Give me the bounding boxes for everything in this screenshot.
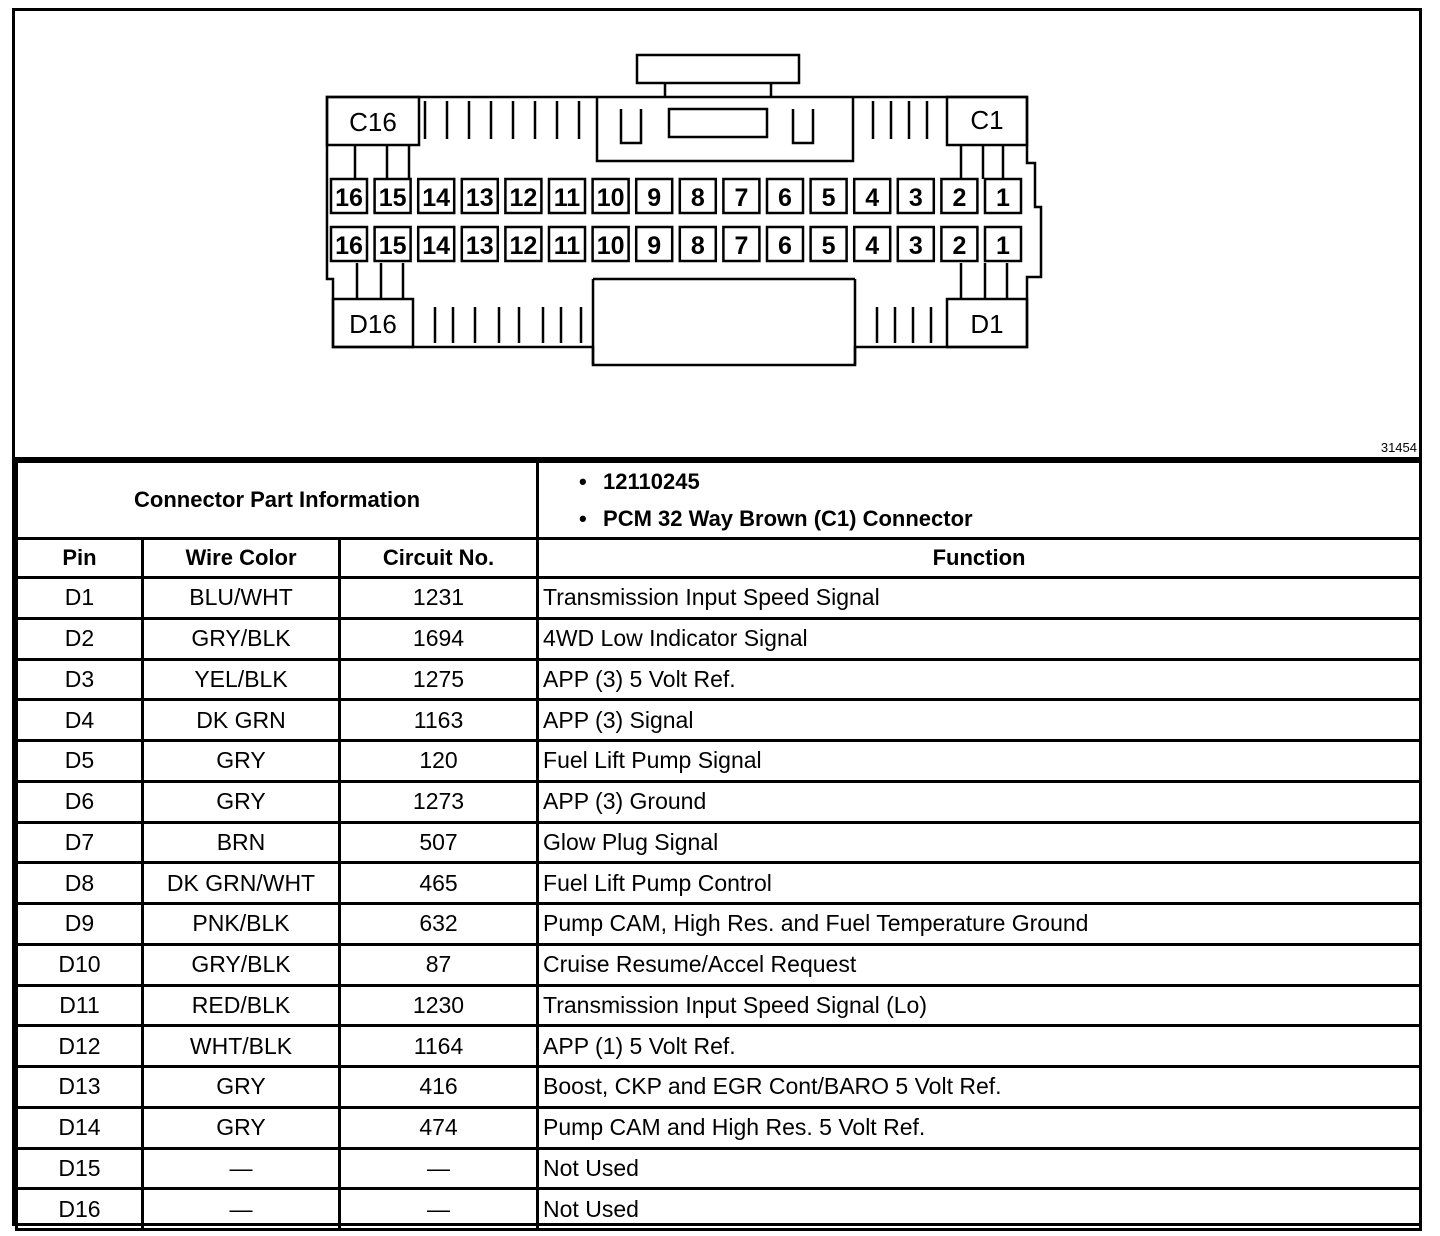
table-row [17, 1189, 1421, 1230]
circuit-cell: 632 [340, 904, 538, 945]
pin-d-7-label: 7 [734, 232, 749, 260]
function-cell: Pump CAM and High Res. 5 Volt Ref. [538, 1107, 1421, 1148]
connector-diagram [15, 11, 1419, 460]
pin-cell: D2 [17, 618, 143, 659]
pin-cell: D15 [17, 1148, 143, 1189]
pin-cell: D13 [17, 1067, 143, 1108]
part-info-item: • PCM 32 Way Brown (C1) Connector [579, 506, 973, 531]
row-c-label-right: C1 [970, 105, 1004, 135]
circuit-cell: 1694 [340, 618, 538, 659]
function-cell: Pump CAM, High Res. and Fuel Temperature Ground [538, 904, 1421, 945]
function-cell: Transmission Input Speed Signal [538, 578, 1421, 619]
wire-color-cell: BRN [143, 822, 340, 863]
table-row [17, 578, 1421, 619]
pin-d-15-label: 15 [378, 232, 407, 260]
function-cell: Not Used [538, 1189, 1421, 1230]
table-row [17, 781, 1421, 822]
wire-color-cell: DK GRN/WHT [143, 863, 340, 904]
pin-c-10-label: 10 [596, 184, 625, 212]
wire-color-cell: GRY/BLK [143, 944, 340, 985]
table-row [17, 618, 1421, 659]
pin-cell: D7 [17, 822, 143, 863]
wire-color-cell: DK GRN [143, 700, 340, 741]
pin-cell: D12 [17, 1026, 143, 1067]
circuit-cell: 474 [340, 1107, 538, 1148]
pin-d-10-label: 10 [596, 232, 625, 260]
function-cell: Cruise Resume/Accel Request [538, 944, 1421, 985]
table-row [17, 904, 1421, 945]
pin-d-14-label: 14 [422, 232, 451, 260]
pin-cell: D16 [17, 1189, 143, 1230]
figure-number: 31454 [1380, 440, 1417, 455]
pin-d-9-label: 9 [647, 232, 662, 260]
pin-d-3-label: 3 [908, 232, 923, 260]
function-column-header: Function [538, 539, 1421, 578]
pin-d-4-label: 4 [865, 232, 880, 260]
pin-c-8-label: 8 [690, 184, 705, 212]
function-cell: Transmission Input Speed Signal (Lo) [538, 985, 1421, 1026]
wire-color-cell: GRY [143, 781, 340, 822]
pin-d-2-label: 2 [952, 232, 967, 260]
circuit-cell: 507 [340, 822, 538, 863]
circuit-cell: 1275 [340, 659, 538, 700]
circuit-cell: 1163 [340, 700, 538, 741]
pin-c-5-label: 5 [821, 184, 836, 212]
table-row [17, 944, 1421, 985]
circuit-cell: 120 [340, 741, 538, 782]
pin-c-15-label: 15 [378, 184, 407, 212]
table-row [17, 1067, 1421, 1108]
table-row [17, 741, 1421, 782]
pin-cell: D3 [17, 659, 143, 700]
wire-color-cell: PNK/BLK [143, 904, 340, 945]
pin-d-12-label: 12 [509, 232, 538, 260]
pin-cell: D6 [17, 781, 143, 822]
wire-color-cell: — [143, 1148, 340, 1189]
function-cell: 4WD Low Indicator Signal [538, 618, 1421, 659]
function-cell: APP (3) Ground [538, 781, 1421, 822]
pin-c-2-label: 2 [952, 184, 967, 212]
pin-cell: D14 [17, 1107, 143, 1148]
function-cell: APP (3) Signal [538, 700, 1421, 741]
circuit-cell: 1164 [340, 1026, 538, 1067]
table-row [17, 863, 1421, 904]
connector-face-drawing [15, 11, 1419, 457]
pin-row-c [331, 179, 1021, 213]
pin-cell: D9 [17, 904, 143, 945]
wire-color-cell: GRY/BLK [143, 618, 340, 659]
pin-d-16-label: 16 [335, 232, 363, 260]
wire-color-column-header: Wire Color [143, 539, 340, 578]
wire-color-cell: BLU/WHT [143, 578, 340, 619]
pin-row-d [331, 227, 1021, 261]
wire-color-cell: RED/BLK [143, 985, 340, 1026]
pin-d-11-label: 11 [553, 232, 581, 260]
circuit-cell: 1273 [340, 781, 538, 822]
circuit-cell: — [340, 1189, 538, 1230]
table-row [17, 985, 1421, 1026]
wire-color-cell: GRY [143, 1107, 340, 1148]
wire-color-cell: — [143, 1189, 340, 1230]
circuit-cell: 416 [340, 1067, 538, 1108]
wire-color-cell: GRY [143, 741, 340, 782]
pin-cell: D4 [17, 700, 143, 741]
function-cell: Fuel Lift Pump Control [538, 863, 1421, 904]
wire-color-cell: WHT/BLK [143, 1026, 340, 1067]
row-d-label-left: D16 [349, 309, 397, 339]
circuit-cell: 87 [340, 944, 538, 985]
pin-d-13-label: 13 [465, 232, 494, 260]
column-header-row [17, 539, 1421, 578]
circuit-cell: — [340, 1148, 538, 1189]
connector-sheet [12, 8, 1422, 1226]
circuit-column-header: Circuit No. [340, 539, 538, 578]
pin-cell: D11 [17, 985, 143, 1026]
pin-c-7-label: 7 [734, 184, 749, 212]
part-info-label: Connector Part Information [17, 462, 538, 539]
circuit-cell: 1230 [340, 985, 538, 1026]
pin-d-1-label: 1 [996, 232, 1010, 260]
circuit-cell: 465 [340, 863, 538, 904]
table-row [17, 1148, 1421, 1189]
pin-c-9-label: 9 [647, 184, 662, 212]
table-row [17, 1026, 1421, 1067]
circuit-cell: 1231 [340, 578, 538, 619]
function-cell: Boost, CKP and EGR Cont/BARO 5 Volt Ref. [538, 1067, 1421, 1108]
table-row [17, 659, 1421, 700]
pin-c-14-label: 14 [422, 184, 451, 212]
function-cell: Not Used [538, 1148, 1421, 1189]
function-cell: Glow Plug Signal [538, 822, 1421, 863]
pin-table [15, 460, 1422, 1231]
pin-c-4-label: 4 [865, 184, 880, 212]
pin-d-8-label: 8 [690, 232, 705, 260]
function-cell: Fuel Lift Pump Signal [538, 741, 1421, 782]
pin-c-1-label: 1 [996, 184, 1010, 212]
pin-column-header: Pin [17, 539, 143, 578]
wire-color-cell: YEL/BLK [143, 659, 340, 700]
pin-cell: D1 [17, 578, 143, 619]
table-row [17, 700, 1421, 741]
row-d-label-right: D1 [970, 309, 1004, 339]
pin-c-12-label: 12 [509, 184, 538, 212]
table-row [17, 822, 1421, 863]
pin-c-11-label: 11 [553, 184, 581, 212]
pin-cell: D10 [17, 944, 143, 985]
pin-d-5-label: 5 [821, 232, 836, 260]
wire-color-cell: GRY [143, 1067, 340, 1108]
pin-c-3-label: 3 [908, 184, 923, 212]
pin-cell: D5 [17, 741, 143, 782]
function-cell: APP (1) 5 Volt Ref. [538, 1026, 1421, 1067]
row-c-label-left: C16 [349, 107, 397, 137]
pin-c-6-label: 6 [778, 184, 792, 212]
table-row [17, 1107, 1421, 1148]
function-cell: APP (3) 5 Volt Ref. [538, 659, 1421, 700]
part-info-list [538, 462, 1421, 539]
part-info-row [17, 462, 1421, 539]
pin-c-16-label: 16 [335, 184, 363, 212]
pin-cell: D8 [17, 863, 143, 904]
pin-d-6-label: 6 [778, 232, 792, 260]
pin-c-13-label: 13 [465, 184, 494, 212]
part-info-item: • 12110245 [579, 469, 700, 494]
